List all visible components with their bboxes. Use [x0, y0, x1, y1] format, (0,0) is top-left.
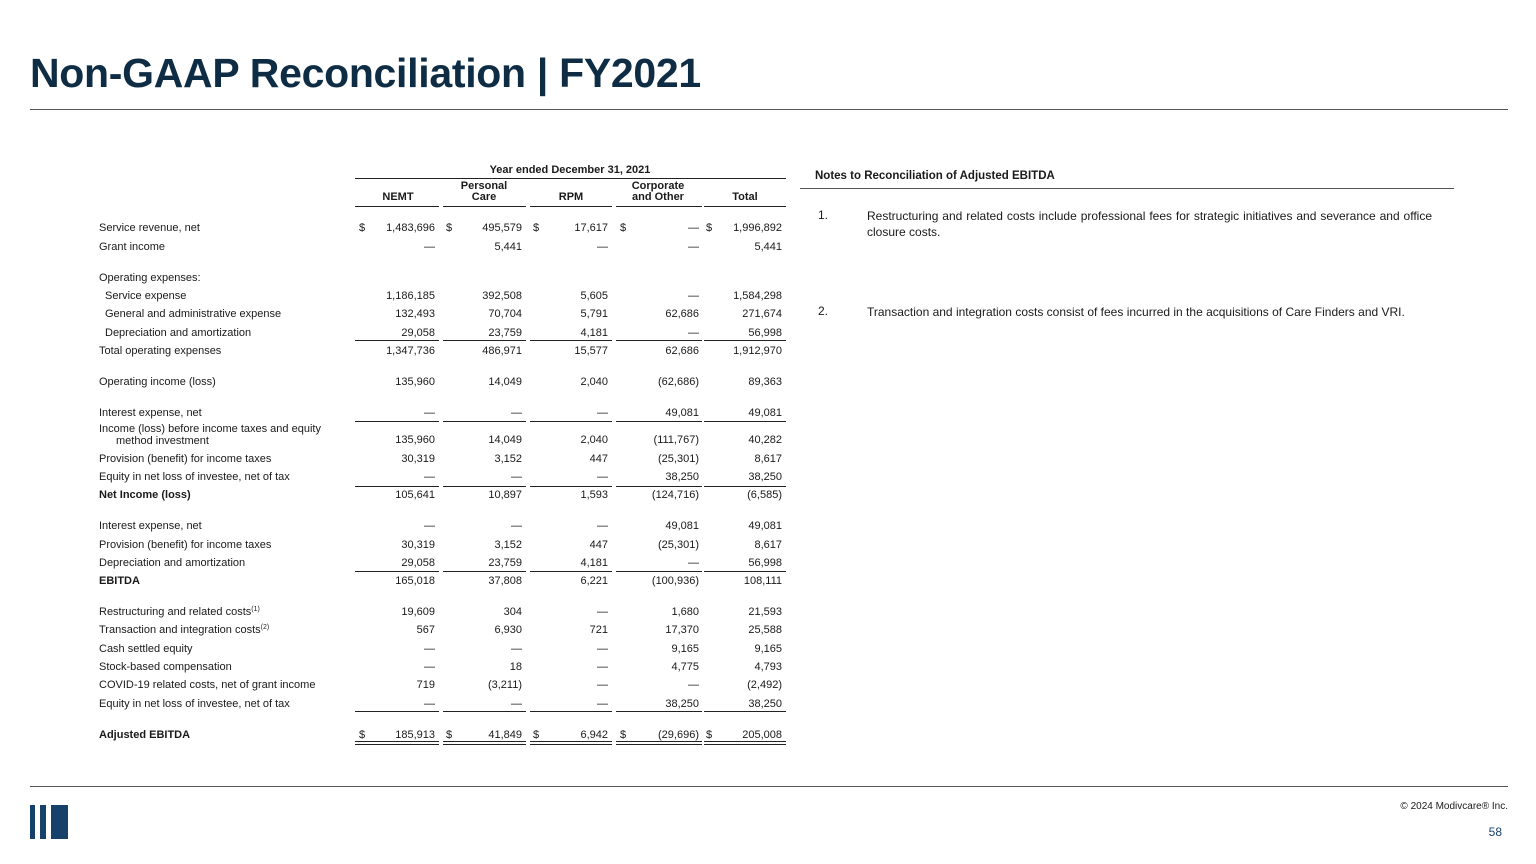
- table-cell: 567: [416, 624, 435, 636]
- total-underline: [616, 340, 702, 341]
- modivcare-logo-icon: [30, 805, 68, 839]
- table-cell: 132,493: [395, 308, 435, 320]
- total-underline: [704, 340, 786, 341]
- row-label-text: Cash settled equity: [99, 643, 193, 655]
- table-cell: 38,250: [665, 471, 699, 483]
- table-cell: —: [597, 606, 608, 618]
- row-label-text: General and administrative expense: [105, 308, 282, 320]
- table-cell: 108,111: [743, 575, 782, 587]
- double-underline: [530, 741, 612, 742]
- row-label-text: Equity in net loss of investee, net of tax: [99, 698, 290, 710]
- table-cell: (25,301): [658, 453, 699, 465]
- currency-symbol: $: [446, 222, 453, 234]
- table-cell: 30,319: [401, 453, 435, 465]
- table-cell: 205,008: [742, 729, 782, 741]
- total-underline: [530, 486, 612, 487]
- table-cell: 30,319: [401, 539, 435, 551]
- table-cell: 304: [503, 606, 522, 618]
- table-cell: 49,081: [665, 520, 699, 532]
- table-cell: —: [597, 661, 608, 673]
- row-label-line2: method investment: [116, 435, 209, 447]
- table-cell: 6,942: [580, 729, 608, 741]
- table-cell: —: [688, 222, 699, 234]
- table-cell: 38,250: [748, 471, 782, 483]
- table-cell: 135,960: [395, 434, 435, 446]
- table-cell: —: [424, 407, 435, 419]
- table-cell: 719: [416, 679, 435, 691]
- column-header-line1: Corporate: [631, 180, 685, 192]
- row-label: [105, 290, 186, 302]
- table-cell: 62,686: [665, 308, 699, 320]
- table-cell: —: [424, 471, 435, 483]
- title-divider: [30, 109, 1508, 110]
- currency-symbol: $: [706, 222, 713, 234]
- currency-symbol: $: [359, 222, 366, 234]
- row-label: [105, 327, 251, 339]
- column-header-underline: [530, 206, 612, 207]
- total-underline: [530, 340, 612, 341]
- table-cell: 5,441: [494, 241, 522, 253]
- column-header: RPM: [558, 191, 584, 203]
- total-underline: [443, 571, 526, 572]
- table-cell: 23,759: [488, 327, 522, 339]
- table-cell: (124,716): [651, 489, 699, 501]
- footer-divider: [30, 786, 1508, 787]
- total-underline: [443, 711, 526, 712]
- column-header-underline: [355, 206, 439, 207]
- table-cell: 3,152: [494, 453, 522, 465]
- table-cell: —: [424, 698, 435, 710]
- table-cell: 1,347,736: [386, 345, 435, 357]
- table-cell: 4,793: [754, 661, 782, 673]
- table-cell: (111,767): [653, 434, 699, 446]
- total-underline: [704, 486, 786, 487]
- table-cell: 14,049: [488, 376, 522, 388]
- table-cell: 29,058: [401, 557, 435, 569]
- table-cell: 56,998: [748, 557, 782, 569]
- row-label: [99, 376, 216, 388]
- total-underline: [355, 711, 439, 712]
- table-cell: 2,040: [580, 434, 608, 446]
- row-label-text: Provision (benefit) for income taxes: [99, 539, 272, 551]
- table-cell: —: [511, 698, 522, 710]
- total-underline: [530, 711, 612, 712]
- table-cell: 721: [589, 624, 608, 636]
- double-underline: [704, 744, 786, 745]
- period-header: Year ended December 31, 2021: [489, 164, 651, 176]
- double-underline: [443, 741, 526, 742]
- table-cell: 25,588: [748, 624, 782, 636]
- table-cell: —: [597, 407, 608, 419]
- row-label: [99, 345, 221, 357]
- table-cell: (29,696): [658, 729, 699, 741]
- total-underline: [530, 571, 612, 572]
- row-label: [99, 520, 202, 532]
- table-cell: 23,759: [488, 557, 522, 569]
- double-underline: [616, 741, 702, 742]
- table-cell: 271,674: [742, 308, 782, 320]
- table-cell: 19,609: [401, 606, 435, 618]
- table-cell: 4,181: [580, 557, 608, 569]
- total-underline: [355, 571, 439, 572]
- row-label: [99, 606, 260, 618]
- total-underline: [355, 486, 439, 487]
- table-cell: —: [688, 241, 699, 253]
- table-cell: —: [597, 698, 608, 710]
- table-cell: 49,081: [748, 520, 782, 532]
- row-label-text: Provision (benefit) for income taxes: [99, 453, 272, 465]
- table-cell: 10,897: [488, 489, 522, 501]
- row-label: [99, 661, 232, 673]
- table-cell: 392,508: [482, 290, 522, 302]
- table-cell: 6,930: [494, 624, 522, 636]
- column-header: Care: [471, 191, 497, 203]
- row-label-line1: Income (loss) before income taxes and equity: [99, 423, 321, 435]
- table-cell: (25,301): [658, 539, 699, 551]
- double-underline: [704, 741, 786, 742]
- table-cell: 14,049: [488, 434, 522, 446]
- total-underline: [616, 711, 702, 712]
- table-cell: 89,363: [748, 376, 782, 388]
- table-cell: —: [424, 661, 435, 673]
- table-cell: 6,221: [580, 575, 608, 587]
- table-cell: 62,686: [665, 345, 699, 357]
- table-cell: 1,593: [580, 489, 608, 501]
- footnote-marker: (1): [251, 606, 260, 613]
- row-label: [99, 679, 315, 691]
- total-underline: [616, 571, 702, 572]
- table-cell: 105,641: [395, 489, 435, 501]
- notes-divider: [800, 188, 1454, 189]
- table-cell: 5,791: [580, 308, 608, 320]
- total-underline: [616, 486, 702, 487]
- row-label-text: Adjusted EBITDA: [99, 729, 191, 741]
- column-header-underline: [704, 206, 786, 207]
- table-cell: 38,250: [748, 698, 782, 710]
- table-cell: —: [597, 520, 608, 532]
- row-label-text: Restructuring and related costs: [99, 606, 252, 618]
- table-cell: 4,181: [580, 327, 608, 339]
- table-cell: 1,483,696: [386, 222, 435, 234]
- table-cell: 495,579: [482, 222, 522, 234]
- table-cell: —: [688, 557, 699, 569]
- currency-symbol: $: [620, 222, 627, 234]
- total-underline: [616, 421, 702, 422]
- total-underline: [355, 421, 439, 422]
- row-label-text: Grant income: [99, 241, 166, 253]
- table-cell: 70,704: [488, 308, 522, 320]
- column-header: and Other: [632, 191, 684, 203]
- row-label: [105, 308, 281, 320]
- table-cell: 165,018: [395, 575, 435, 587]
- double-underline: [443, 744, 526, 745]
- total-underline: [704, 571, 786, 572]
- table-cell: 49,081: [665, 407, 699, 419]
- table-cell: —: [424, 241, 435, 253]
- table-cell: (100,936): [651, 575, 699, 587]
- row-label-text: Net Income (loss): [99, 489, 191, 501]
- table-cell: —: [511, 520, 522, 532]
- page-title: Non-GAAP Reconciliation | FY2021: [30, 50, 701, 96]
- note-text-1: Restructuring and related costs include professional fees for strategic initiatives and severance and office closure costs.: [867, 209, 1432, 239]
- total-underline: [443, 340, 526, 341]
- table-cell: 18: [509, 661, 522, 673]
- table-cell: 5,441: [754, 241, 782, 253]
- table-cell: 17,370: [665, 624, 699, 636]
- table-cell: —: [688, 679, 699, 691]
- total-underline: [530, 421, 612, 422]
- notes-title: Notes to Reconciliation of Adjusted EBITDA: [815, 170, 1055, 182]
- row-label: [99, 471, 290, 483]
- currency-symbol: $: [533, 729, 540, 741]
- footnote-marker: (2): [260, 624, 270, 631]
- table-cell: 49,081: [748, 407, 782, 419]
- table-cell: 56,998: [748, 327, 782, 339]
- table-cell: 3,152: [494, 539, 522, 551]
- table-cell: —: [511, 471, 522, 483]
- table-cell: 1,584,298: [733, 290, 782, 302]
- copyright-text: © 2024 Modivcare® Inc.: [1400, 801, 1508, 812]
- column-header-underline: [616, 206, 702, 207]
- currency-symbol: $: [446, 729, 453, 741]
- total-underline: [704, 711, 786, 712]
- table-cell: 9,165: [754, 643, 782, 655]
- row-label-text: Depreciation and amortization: [99, 557, 246, 569]
- currency-symbol: $: [706, 729, 713, 741]
- table-cell: 40,282: [748, 434, 782, 446]
- table-cell: (3,211): [487, 679, 522, 691]
- total-underline: [355, 340, 439, 341]
- table-cell: 38,250: [665, 698, 699, 710]
- table-cell: 15,577: [574, 345, 608, 357]
- table-cell: 1,186,185: [386, 290, 435, 302]
- note-text-2: Transaction and integration costs consist of fees incurred in the acquisitions of Care Finders and VRI.: [867, 305, 1405, 319]
- table-cell: 1,680: [671, 606, 699, 618]
- table-cell: 135,960: [395, 376, 435, 388]
- table-cell: —: [424, 520, 435, 532]
- table-cell: —: [597, 241, 608, 253]
- row-label-text: Transaction and integration costs: [99, 624, 261, 636]
- column-header-underline: [443, 206, 526, 207]
- table-cell: 185,913: [395, 729, 435, 741]
- currency-symbol: $: [620, 729, 627, 741]
- table-cell: 486,971: [482, 345, 522, 357]
- row-label: [99, 241, 165, 253]
- page-number: 58: [1488, 825, 1502, 839]
- row-label-text: Interest expense, net: [99, 407, 202, 419]
- row-label: [99, 557, 245, 569]
- currency-symbol: $: [359, 729, 366, 741]
- period-header-underline: [355, 178, 786, 179]
- section-label: Operating expenses:: [99, 272, 201, 284]
- double-underline: [355, 741, 439, 742]
- table-cell: —: [688, 290, 699, 302]
- note-number-2: 2.: [818, 304, 829, 318]
- table-cell: 8,617: [754, 539, 782, 551]
- column-header: Total: [732, 191, 758, 203]
- total-underline: [704, 421, 786, 422]
- double-underline: [530, 744, 612, 745]
- row-label-text: Equity in net loss of investee, net of tax: [99, 471, 290, 483]
- total-underline: [443, 486, 526, 487]
- row-label: [99, 624, 269, 636]
- row-label-text: Total operating expenses: [99, 345, 222, 357]
- table-cell: —: [597, 679, 608, 691]
- row-label: [99, 453, 271, 465]
- column-header-line1: Personal: [460, 180, 508, 192]
- double-underline: [355, 744, 439, 745]
- row-label: [99, 643, 193, 655]
- row-label: [99, 539, 271, 551]
- table-cell: 37,808: [488, 575, 522, 587]
- table-cell: 5,605: [580, 290, 608, 302]
- row-label: [99, 222, 200, 234]
- table-cell: 1,996,892: [733, 222, 782, 234]
- table-cell: 8,617: [754, 453, 782, 465]
- row-label-text: Service expense: [105, 290, 187, 302]
- row-label: [99, 407, 202, 419]
- table-cell: —: [511, 407, 522, 419]
- table-cell: —: [597, 471, 608, 483]
- table-cell: 447: [589, 539, 608, 551]
- table-cell: —: [511, 643, 522, 655]
- row-label: [99, 729, 190, 741]
- row-label-text: Depreciation and amortization: [105, 327, 252, 339]
- note-number-1: 1.: [818, 208, 829, 222]
- row-label: [99, 423, 321, 447]
- table-cell: 17,617: [574, 222, 608, 234]
- table-cell: 1,912,970: [733, 345, 782, 357]
- table-cell: —: [424, 643, 435, 655]
- column-header: NEMT: [382, 191, 414, 203]
- table-cell: (6,585): [747, 489, 782, 501]
- row-label-text: Operating income (loss): [99, 376, 216, 388]
- table-cell: 41,849: [488, 729, 522, 741]
- table-cell: —: [597, 643, 608, 655]
- row-label: [99, 698, 290, 710]
- row-label-text: Interest expense, net: [99, 520, 202, 532]
- currency-symbol: $: [533, 222, 540, 234]
- table-cell: 21,593: [748, 606, 782, 618]
- table-cell: 9,165: [671, 643, 699, 655]
- table-cell: (2,492): [747, 679, 782, 691]
- row-label: [99, 575, 140, 587]
- row-label-text: COVID-19 related costs, net of grant income: [99, 679, 316, 691]
- table-cell: (62,686): [658, 376, 699, 388]
- table-cell: 2,040: [580, 376, 608, 388]
- row-label-text: Service revenue, net: [99, 222, 200, 234]
- double-underline: [616, 744, 702, 745]
- row-label-text: Stock-based compensation: [99, 661, 232, 673]
- total-underline: [443, 421, 526, 422]
- row-label: [99, 489, 191, 501]
- table-cell: 4,775: [671, 661, 699, 673]
- table-cell: 447: [589, 453, 608, 465]
- row-label-text: EBITDA: [99, 575, 140, 587]
- table-cell: —: [688, 327, 699, 339]
- table-cell: 29,058: [401, 327, 435, 339]
